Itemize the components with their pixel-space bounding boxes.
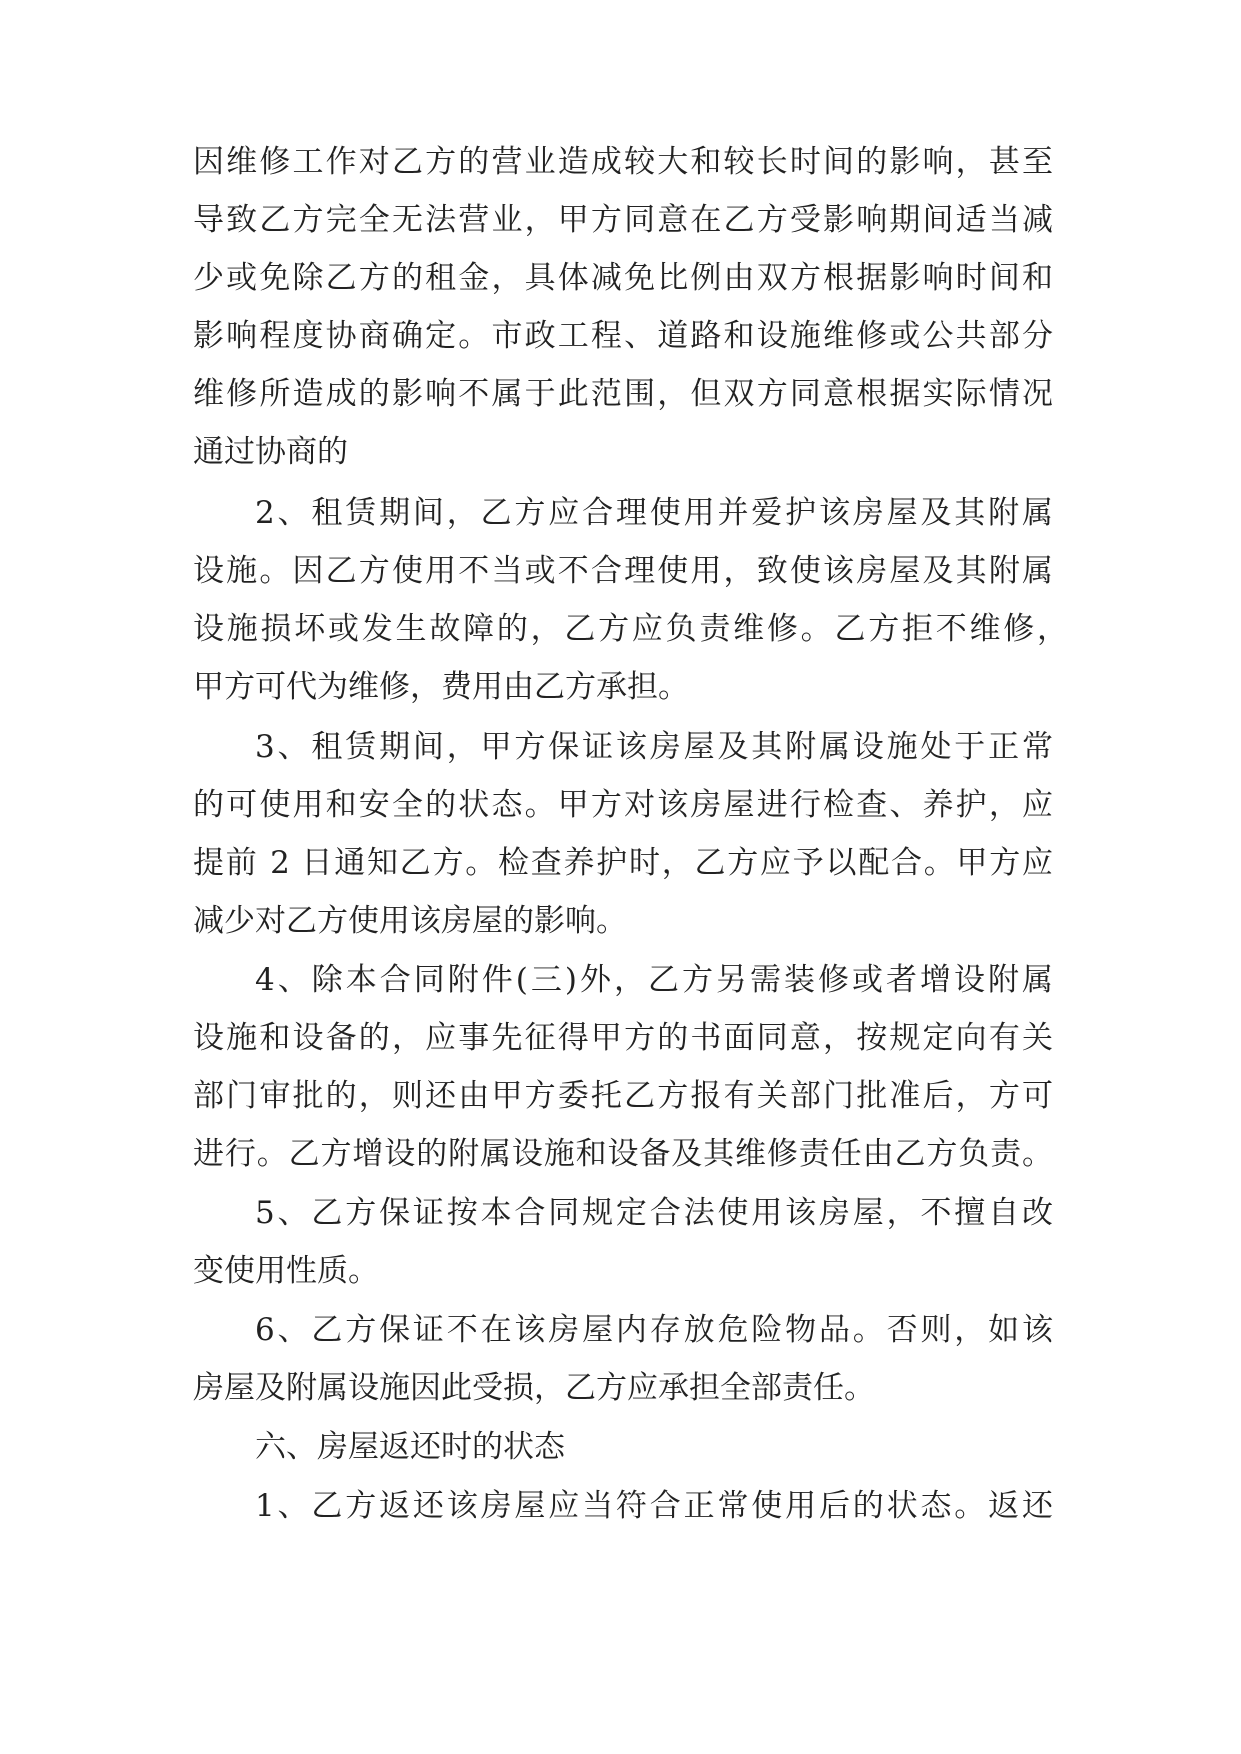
text-line: 甲方可代为维修，费用由乙方承担。	[193, 669, 689, 705]
text-line: 设施和设备的，应事先征得甲方的书面同意，按规定向有关	[193, 1020, 1053, 1056]
text-line: 进行。乙方增设的附属设施和设备及其维修责任由乙方负责。	[193, 1136, 1053, 1172]
paragraph-first-line: 4、除本合同附件(三)外，乙方另需装修或者增设附属	[255, 962, 1053, 998]
text-line: 因维修工作对乙方的营业造成较大和较长时间的影响，甚至	[193, 144, 1053, 180]
text-line: 减少对乙方使用该房屋的影响。	[193, 903, 627, 939]
text-line: 维修所造成的影响不属于此范围，但双方同意根据实际情况	[193, 376, 1053, 412]
paragraph-first-line: 3、租赁期间，甲方保证该房屋及其附属设施处于正常	[255, 729, 1053, 765]
text-line: 部门审批的，则还由甲方委托乙方报有关部门批准后，方可	[193, 1078, 1053, 1114]
paragraph-first-line: 6、乙方保证不在该房屋内存放危险物品。否则，如该	[255, 1312, 1053, 1348]
paragraph-first-line: 2、租赁期间，乙方应合理使用并爱护该房屋及其附属	[255, 495, 1053, 531]
text-line: 房屋及附属设施因此受损，乙方应承担全部责任。	[193, 1370, 875, 1406]
paragraph-first-line: 5、乙方保证按本合同规定合法使用该房屋，不擅自改	[255, 1195, 1053, 1231]
text-line: 设施。因乙方使用不当或不合理使用，致使该房屋及其附属	[193, 553, 1053, 589]
text-line: 变使用性质。	[193, 1253, 379, 1289]
text-line: 少或免除乙方的租金，具体减免比例由双方根据影响时间和	[193, 260, 1053, 296]
paragraph-first-line: 1、乙方返还该房屋应当符合正常使用后的状态。返还	[255, 1488, 1053, 1524]
text-line: 导致乙方完全无法营业，甲方同意在乙方受影响期间适当减	[193, 202, 1053, 238]
text-line: 设施损坏或发生故障的，乙方应负责维修。乙方拒不维修，	[193, 611, 1068, 647]
text-line: 影响程度协商确定。市政工程、道路和设施维修或公共部分	[193, 318, 1053, 354]
section-heading: 六、房屋返还时的状态	[255, 1429, 565, 1465]
text-line: 提前 2 日通知乙方。检查养护时，乙方应予以配合。甲方应	[193, 845, 1053, 881]
text-line: 通过协商的	[193, 434, 348, 470]
text-line: 的可使用和安全的状态。甲方对该房屋进行检查、养护，应	[193, 787, 1053, 823]
